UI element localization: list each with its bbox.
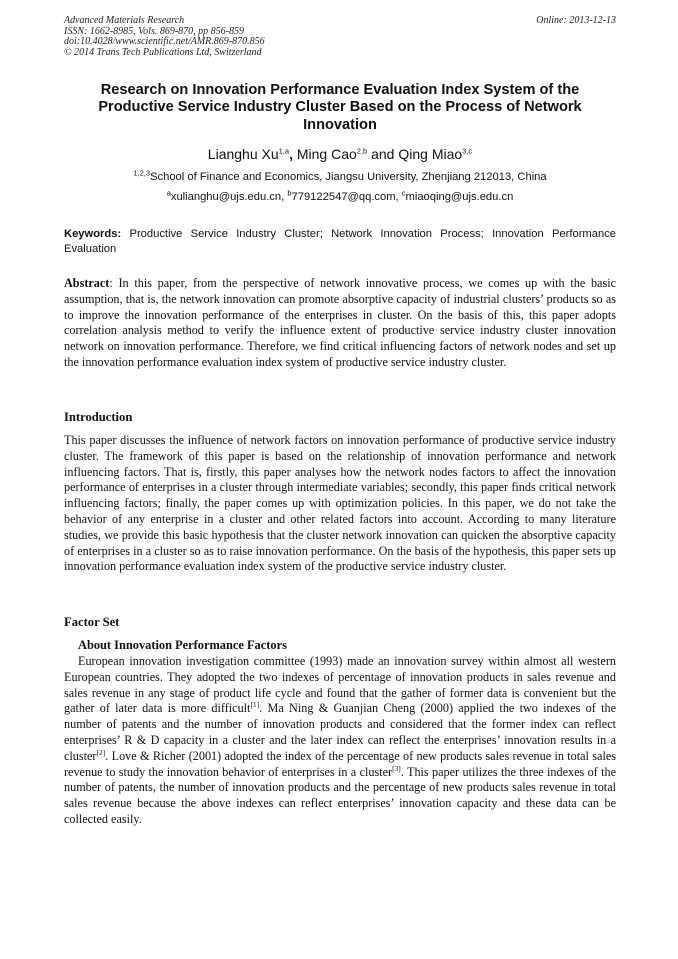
abstract <box>64 276 616 371</box>
email-superscript: c <box>401 188 406 198</box>
section-heading-factor-set: Factor Set <box>64 615 120 629</box>
citation-ref[interactable]: [2] <box>96 747 106 757</box>
affiliation-text: School of Finance and Economics, Jiangsu University, Zhenjiang 212013, China <box>150 171 547 183</box>
email-link[interactable]: xulianghu@ujs.edu.cn, <box>170 191 285 203</box>
subsection-heading: About Innovation Performance Factors <box>78 638 287 652</box>
journal-header <box>64 16 616 58</box>
introduction-paragraph: This paper discusses the influence of network factors on innovation performance of productive service industry cluster. The framework of this paper is based on the relationship of innovation performance and network influencing factors. That is, firstly, this paper analyses how the network nodes factors to affect the innovation performance of enterprises in a cluster through intermediate variables; secondly, this paper finds critical network influencing factors; finally, the paper comes up with optimization policies. In this paper, we do not take the behavior of any enterprise in a cluster and other related factors into account. According to many literature studies, we provide this basic hypothesis that the cluster network innovation can quicken the absorptive capacity of enterprises in a cluster so as to raise innovation performance. On the basis of the hypothesis, this paper sets up innovation performance evaluation index system of the productive service industry cluster. <box>64 433 616 574</box>
author-line <box>64 145 616 163</box>
email-link[interactable]: 779122547@qq.com, <box>291 191 399 203</box>
online-date: Online: 2013-12-13 <box>536 15 616 26</box>
author-name: Qing Miao <box>398 146 463 162</box>
citation-ref[interactable]: [1] <box>250 700 260 710</box>
keywords <box>64 227 616 256</box>
section-heading-introduction: Introduction <box>64 410 133 424</box>
keywords-text: Productive Service Industry Cluster; Network Innovation Process; Innovation Performance Evaluation <box>64 228 617 255</box>
paragraph-text: . Ma Ning & Guanjian Cheng (2000) applied the two indexes of the number of patents and the number of innovation products and considered that the former index can reflect enterprises’ R & D capacity in a cluster and the later index can reflect the enterprises’ innovation results in a cluster <box>64 701 616 763</box>
citation-ref[interactable]: [3] <box>392 763 401 773</box>
email-superscript: a <box>166 188 171 198</box>
author-superscript: 3,c <box>462 146 473 156</box>
abstract-label: Abstract <box>64 276 110 290</box>
copyright-line: © 2014 Trans Tech Publications Ltd, Switzerland <box>64 46 262 58</box>
abstract-text: : In this paper, from the perspective of network innovative process, we comes up with the basic assumption, that is, the network innovation can promote absorptive capacity of industrial clusters’ products so as to improve the innovation performance of the enterprises in cluster. On the basis of this, this paper adopts correlation analysis method to verify the influence extent of productive service industry cluster innovation network on innovation performance. Therefore, we find critical influencing factors of network nodes and set up the innovation performance evaluation index system of productive service industry cluster. <box>64 276 616 369</box>
paragraph-text: . This paper utilizes the three indexes of the number of patents, the number of innovation products and the percentage of new products sales revenue in total sales revenue because the above indexes can reflect enterprises’ innovation capacity and these data can be collected easily. <box>64 764 616 826</box>
author-emails <box>64 190 616 204</box>
email-superscript: b <box>287 188 292 198</box>
author-name: Lianghu Xu <box>207 146 279 162</box>
author-separator: , <box>289 146 293 162</box>
author-superscript: 2,b <box>356 146 368 156</box>
author-conjunction: and <box>371 146 395 162</box>
doi-line: doi:10.4028/www.scientific.net/AMR.869-870.856 <box>64 36 265 48</box>
email-link[interactable]: miaoqing@ujs.edu.cn <box>405 191 514 203</box>
affiliation <box>64 170 616 184</box>
paragraph-text: European innovation investigation committee (1993) made an innovation survey within almost all western European countries. They adopted the two indexes of percentage of innovation products in sales revenue and sales revenue in any stage of product life cycle and found that the gather of former data is convenient but the gather of later data is more difficult <box>64 654 616 716</box>
journal-name: Advanced Materials Research <box>64 15 185 26</box>
paper-title: Research on Innovation Performance Evaluation Index System of the Productive Service Industry Cluster Based on the Process of Network Innovation <box>98 82 582 133</box>
issn-line: ISSN: 1662-8985, Vols. 869-870, pp 856-859 <box>64 25 244 37</box>
paragraph-text: . Love & Richer (2001) adopted the index of the percentage of new products sales revenue in total sales revenue to study the innovation behavior of enterprises in a cluster <box>64 748 616 779</box>
factor-set-paragraph <box>64 654 616 828</box>
author-name: Ming Cao <box>296 146 357 162</box>
affiliation-superscript: 1,2,3 <box>133 168 151 178</box>
keywords-label: Keywords: <box>64 228 122 240</box>
author-superscript: 1,a <box>278 146 290 156</box>
